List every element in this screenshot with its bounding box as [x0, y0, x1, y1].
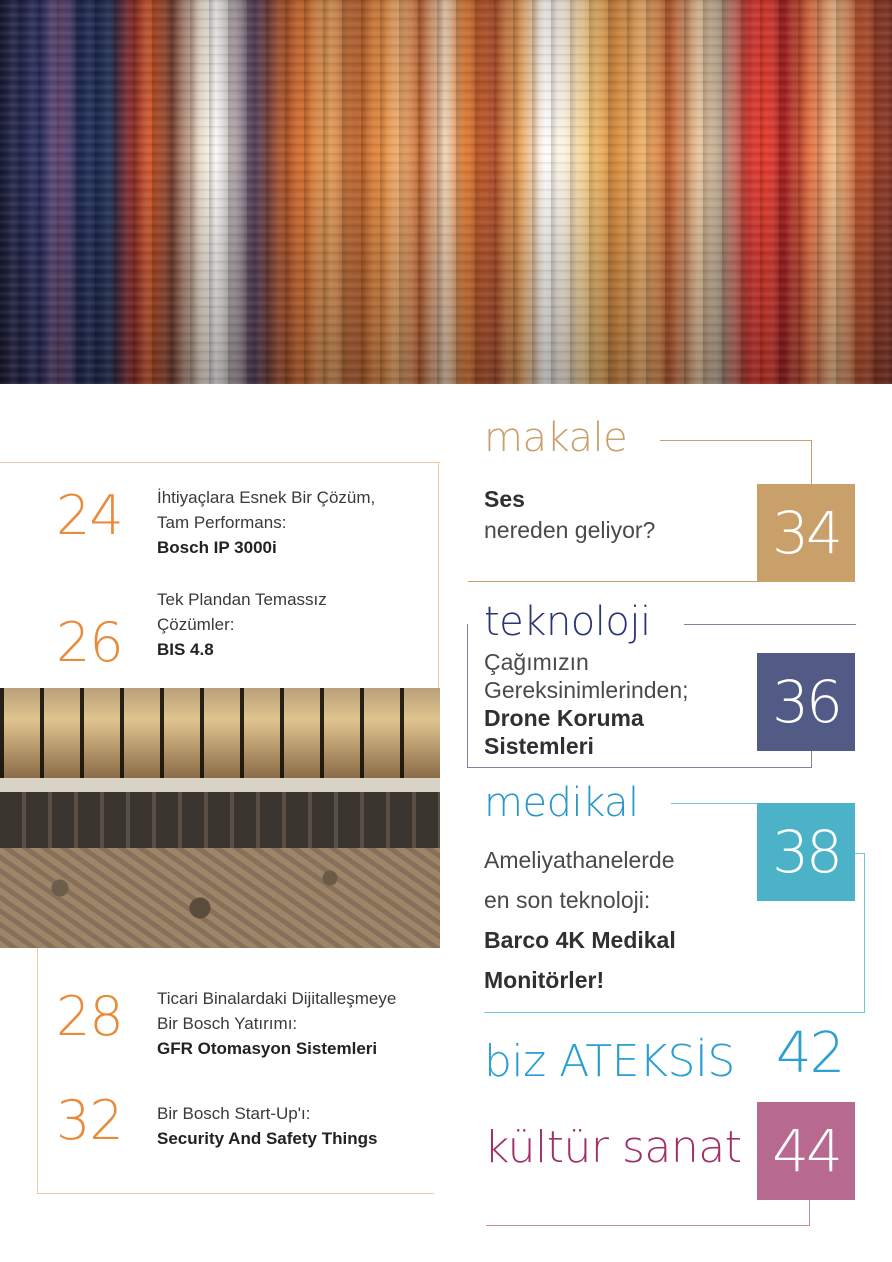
- toc-number-26: 26: [56, 611, 123, 674]
- makale-article[interactable]: [484, 484, 655, 546]
- toc-entry-line2: Tam Performans:: [157, 513, 287, 532]
- page-number-box-36: 36: [757, 653, 855, 751]
- toc-entry-bold: GFR Otomasyon Sistemleri: [157, 1039, 378, 1058]
- medikal-bold2: Monitörler!: [484, 967, 605, 993]
- medikal-bold1: Barco 4K Medikal: [484, 927, 676, 953]
- teknoloji-line2: Gereksinimlerinden;: [484, 677, 689, 703]
- toc-entry-line1: Ticari Binalardaki Dijitalleşmeye: [157, 989, 397, 1008]
- toc-entry-line1: Tek Plandan Temassız: [157, 590, 327, 609]
- left-box-top-line: [0, 462, 440, 463]
- photo-windows: [0, 688, 440, 778]
- medikal-rule-bottom: [484, 1012, 865, 1013]
- toc-entry-28[interactable]: [157, 986, 396, 1061]
- medikal-line2: en son teknoloji:: [484, 887, 651, 913]
- toc-entry-line1: İhtiyaçlara Esnek Bir Çözüm,: [157, 488, 376, 507]
- toc-entry-line2: Bir Bosch Yatırımı:: [157, 1014, 298, 1033]
- page-number-box-44: 44: [757, 1102, 855, 1200]
- kultur-rule-right: [809, 1200, 810, 1225]
- hero-lights-image: [0, 0, 892, 384]
- hero-light-columns: [0, 0, 892, 384]
- left-box-left-line: [37, 948, 38, 1194]
- section-title-biz-ateksis[interactable]: biz ATEKSİS: [484, 1036, 735, 1087]
- toc-number-28: 28: [56, 985, 123, 1048]
- teknoloji-line1: Çağımızın: [484, 649, 589, 675]
- left-box-right-line: [438, 462, 439, 688]
- toc-number-24: 24: [56, 484, 123, 547]
- photo-mosaic-floor: [0, 848, 440, 948]
- photo-beam: [0, 778, 440, 792]
- medikal-rule-right: [864, 853, 865, 1013]
- teknoloji-rule-right: [811, 749, 812, 768]
- teknoloji-rule-left: [467, 624, 468, 768]
- toc-entry-line2: Çözümler:: [157, 615, 235, 634]
- page-number-box-38: 38: [757, 803, 855, 901]
- teknoloji-bold1: Drone Koruma: [484, 705, 644, 731]
- toc-entry-bold: Security And Safety Things: [157, 1129, 378, 1148]
- toc-entry-bold: BIS 4.8: [157, 640, 214, 659]
- toc-entry-line1: Bir Bosch Start-Up'ı:: [157, 1104, 311, 1123]
- teknoloji-bold2: Sistemleri: [484, 733, 594, 759]
- left-box-bottom-line: [37, 1193, 434, 1194]
- section-title-makale: makale: [484, 415, 628, 461]
- medikal-article[interactable]: [484, 840, 676, 1000]
- toc-entry-32[interactable]: [157, 1101, 377, 1151]
- toc-entry-bold: Bosch IP 3000i: [157, 538, 277, 557]
- makale-text: nereden geliyor?: [484, 517, 656, 543]
- section-title-kultur-sanat[interactable]: kültür sanat: [484, 1122, 742, 1173]
- page-number-box-34: 34: [757, 484, 855, 582]
- teknoloji-rule-bottom: [467, 767, 812, 768]
- toc-entry-26[interactable]: [157, 587, 327, 662]
- medikal-line1: Ameliyathanelerde: [484, 847, 675, 873]
- kultur-rule-bottom: [486, 1225, 810, 1226]
- building-photo: [0, 688, 440, 948]
- section-title-medikal: medikal: [484, 780, 639, 826]
- teknoloji-rule: [684, 624, 856, 625]
- makale-rule: [660, 440, 812, 441]
- section-title-teknoloji: teknoloji: [484, 599, 651, 645]
- photo-columns: [0, 792, 440, 852]
- toc-entry-24[interactable]: [157, 485, 375, 560]
- teknoloji-article[interactable]: [484, 648, 689, 760]
- page-number-42: 42: [776, 1021, 844, 1086]
- medikal-rule: [671, 803, 757, 804]
- makale-bold: Ses: [484, 486, 525, 512]
- toc-number-32: 32: [56, 1089, 123, 1152]
